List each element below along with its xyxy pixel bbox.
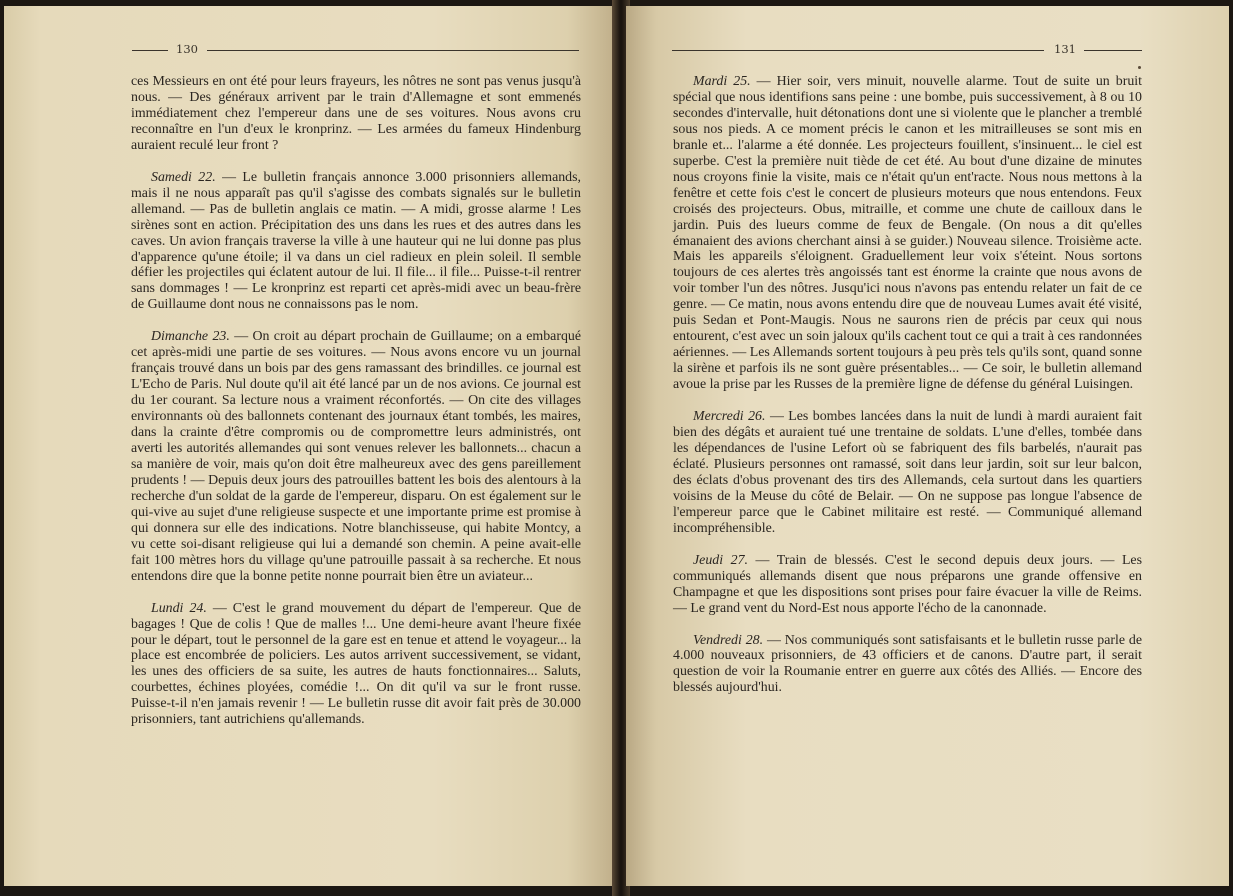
entry-date: Samedi 22.: [151, 169, 216, 185]
left-page: [4, 6, 616, 886]
diary-entry: [673, 74, 1142, 393]
header-rule: [672, 50, 1044, 51]
paragraph: [131, 74, 581, 154]
header-rule: [132, 50, 168, 51]
left-page-text: [131, 74, 581, 728]
header-rule: [1084, 50, 1142, 51]
diary-entry: [673, 633, 1142, 697]
entry-body: — C'est le grand mouvement du départ de l'empereur. Que de bagages ! Que de colis ! Que de malles !... Une demi-heure avant l'heure fixée pour le départ, tout le personnel de la gare est en tenue et attend le voyageur... la place est encombrée de policiers. Les autos arrivent successivement, se vidant, les unes des officiers de sa suite, les autres de hauts fonctionnaires... Saluts, courbettes, échines ployées, comédie !... On dit qu'il va sur le front russe. Puisse-t-il n'en jamais revenir ! — Le bulletin russe dit avoir fait près de 30.000 prisonniers, tant autrichiens qu'allemands.: [131, 600, 581, 728]
paragraph-body: ces Messieurs en ont été pour leurs frayeurs, les nôtres ne sont pas venus jusqu'à nous. — Des généraux arrivent par le train d'Allemagne et sont emmenés immédiatement chez l'empereur dans une de ses voitures. Nous avons cru reconnaître en l'un d'eux le kronprinz. — Les armées du fameux Hindenburg auraient reculé leur front ?: [131, 74, 581, 153]
diary-entry: [673, 409, 1142, 537]
entry-date: Mardi 25.: [693, 74, 751, 89]
entry-body: — Les bombes lancées dans la nuit de lundi à mardi auraient fait bien des dégâts et auraient tué une trentaine de soldats. L'une d'elles, tombée dans les dépendances de l'usine Lefort où se fabriquent des fils barbelés, n'aurait pas éclaté. Plusieurs personnes ont ramassé, soit dans leur jardin, soit sur leur balcon, des éclats d'obus provenant des tirs des Allemands, cela surtout dans les quartiers voisins de la Meuse du côté de Belair. — On ne suppose pas longue l'absence de l'empereur parce que le Cabinet militaire est resté. — Communiqué allemand incompréhensible.: [673, 409, 1142, 536]
page-number: 130: [176, 42, 198, 56]
left-page-header: [4, 42, 616, 58]
ink-speck: [1138, 66, 1141, 69]
entry-date: Vendredi 28.: [693, 632, 764, 648]
diary-entry: [131, 601, 581, 729]
entry-body: — Le bulletin français annonce 3.000 prisonniers allemands, mais il ne nous apparaît pas qu'il s'agisse des combats signalés sur le bulletin allemand. — Pas de bulletin anglais ce matin. — A midi, grosse alarme ! Les sirènes sont en action. Précipitation des uns dans les rues et des autres dans les caves. Un avion français traverse la ville à une hauteur qui ne lui donne pas plus d'apparence qu'une étoile; il va dans un ciel radieux en plein soleil. Il semble défier les projectiles qui éclatent autour de lui. Il file... il file... Puisse-t-il rentrer sans dommages ! — Le kronprinz est reparti cet après-midi avec un beau-frère de Guillaume dont nous ne connaissons pas le nom.: [131, 169, 582, 313]
diary-entry: [131, 170, 581, 314]
diary-entry: [673, 553, 1142, 617]
entry-body: — Hier soir, vers minuit, nouvelle alarme. Tout de suite un bruit spécial que nous identifions sans peine : une bombe, puis successivement, à 8 ou 10 secondes d'intervalle, huit détonations dont une si violente que le plancher a tremblé sous nos pieds. A ce moment précis le canon et les mitrailleuses se sont mis en branle et... l'alarme a été donnée. Les projecteurs fouillent, s'insinuent... le ciel est superbe. C'est la première nuit tiède de cet été. Au bout d'une dizaine de minutes nous croyons finie la visite, mais ce n'était qu'un ent'racte. Nous nous mettons à la fenêtre et cette fois c'est le concert de plusieurs moteurs que nous entendons. Feux croisés des projecteurs. Obus, mitraille, et comme une chute de cailloux dans le jardin. Puis des lueurs comme de feux de Bengale. (On nous a dit qu'elles émanaient des avions cherchant ainsi à se guider.) Nouveau silence. Troisième acte. Mais les appareils s'éloignent. Graduellement leur voix s'éteint. Nous sortons toujours de ces alertes très angoissés tant est énorme la crainte que nous avons de voir tomber l'un des nôtres. Jusqu'ici nous n'avons pas entendu relater un fait de ce genre. — Ce matin, nous avons entendu dire que de nouveau Lumes avait été visité, puis Sedan et Pont-Maugis. Nous ne saurons rien de précis par ceux qui nous entourent, c'est avec un soin jaloux qu'ils cachent tout ce qui a trait à ces randonnées aériennes. — Les Allemands sortent toujours à peu près tels qu'ils sont, quand sonne la sirène et parfois ils ne sont guère présentables... — Ce soir, le bulletin allemand avoue la prise par les Russes de la première ligne de défense du général Luisingen.: [673, 74, 1142, 393]
entry-date: Mercredi 26.: [693, 409, 766, 425]
right-page-text: [673, 74, 1142, 696]
entry-date: Jeudi 27.: [693, 552, 748, 568]
page-number: 131: [1054, 42, 1076, 56]
header-rule: [207, 50, 579, 51]
right-page: [626, 6, 1229, 886]
entry-body: — Nos communiqués sont satisfaisants et le bulletin russe parle de 4.000 nouveaux prisonniers, de 43 officiers et de canons. D'autre part, il serait question de voir la Roumanie entrer en guerre aux côtés des Alliés. — Encore des blessés aujourd'hui.: [673, 632, 1142, 696]
entry-date: Lundi 24.: [151, 600, 207, 616]
entry-body: — On croit au départ prochain de Guillaume; on a embarqué cet après-midi une partie de ses voitures. — Nous avons encore vu un journal français trouvé dans un bois par des gens ramassant des brindilles. ce journal est L'Echo de Paris. Nul doute qu'il ait été lancé par un de nos avions. Ce journal est du 1er courant. Sa lecture nous a vraiment réconfortés. — On cite des villages environnants où des ballonnets contenant des journaux étant tombés, les maires, dans la crainte d'être compromis ou de compromettre leurs administrés, ont averti les autorités allemandes qui sont venues relever les ballonnets... chacun a sa manière de voir, mais qu'on doit être malheureux avec des gens pareillement prudents ! — Depuis deux jours des patrouilles battent les bois des alentours à la recherche d'un soldat de la garde de l'empereur, disparu. On est également sur le qui-vive au sujet d'une religieuse suspecte et une importante prime est promise à qui donnera sur elle des indications. Notre blanchisseuse, qui habite Montcy, a vu cette soi-disant religieuse qui lui a demandé son chemin. A peine avait-elle fait 100 mètres hors du village qu'une patrouille passait à sa recherche. Et nous entendons dire que la bonne petite nonne pourrait bien être un aviateur...: [131, 329, 581, 584]
entry-date: Dimanche 23.: [151, 329, 230, 345]
diary-entry: [131, 329, 581, 584]
right-page-header: [626, 42, 1229, 58]
entry-body: — Train de blessés. C'est le second depuis deux jours. — Les communiqués allemands disent que nous préparons une grande offensive en Champagne et que les dispositions sont prises pour faire évacuer la ville de Reims. — Le grand vent du Nord-Est nous apporte l'écho de la canonnade.: [673, 552, 1142, 616]
